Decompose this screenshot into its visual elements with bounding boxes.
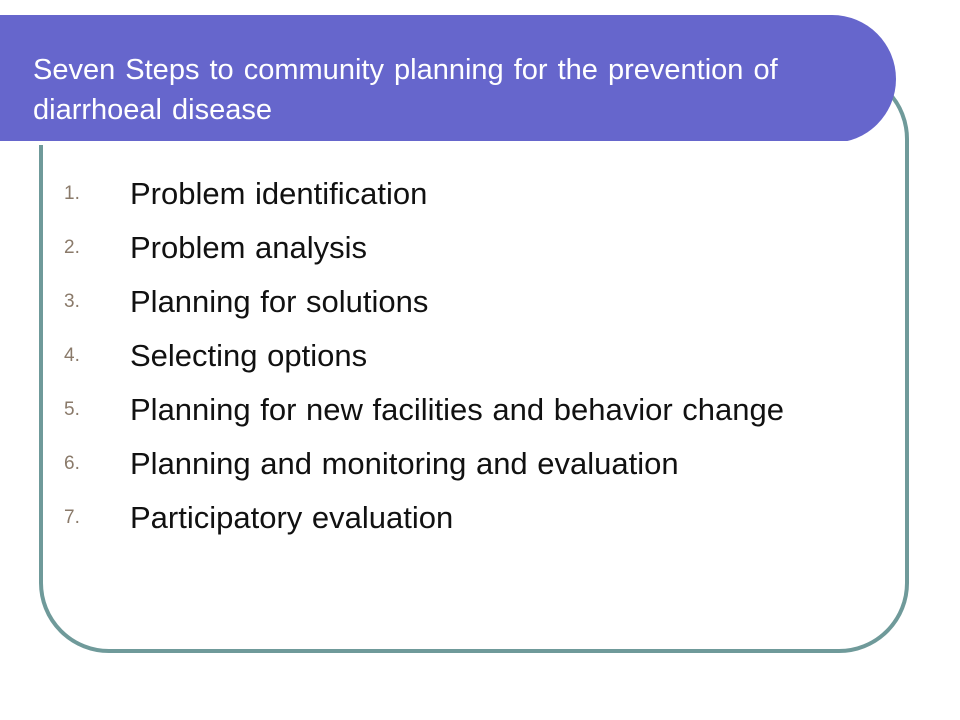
step-text: Problem identification [130,176,428,211]
step-number: 2. [64,237,80,258]
list-item [64,390,834,430]
list-item [64,174,834,214]
list-item [64,444,834,484]
list-item [64,282,834,322]
slide-title: Seven Steps to community planning for the prevention of diarrhoeal disease [33,54,778,126]
step-number: 1. [64,183,80,204]
step-text: Planning for new facilities and behavior change [130,392,784,427]
steps-list [64,174,834,552]
step-number: 5. [64,399,80,420]
list-item [64,228,834,268]
step-number: 4. [64,345,80,366]
step-number: 7. [64,507,80,528]
title-bar [0,15,896,143]
step-text: Problem analysis [130,230,368,265]
list-item [64,498,834,538]
list-item [64,336,834,376]
step-text: Participatory evaluation [130,500,454,535]
title-underline [0,141,848,145]
step-number: 6. [64,453,80,474]
step-number: 3. [64,291,80,312]
step-text: Selecting options [130,338,368,373]
step-text: Planning for solutions [130,284,429,319]
step-text: Planning and monitoring and evaluation [130,446,679,481]
